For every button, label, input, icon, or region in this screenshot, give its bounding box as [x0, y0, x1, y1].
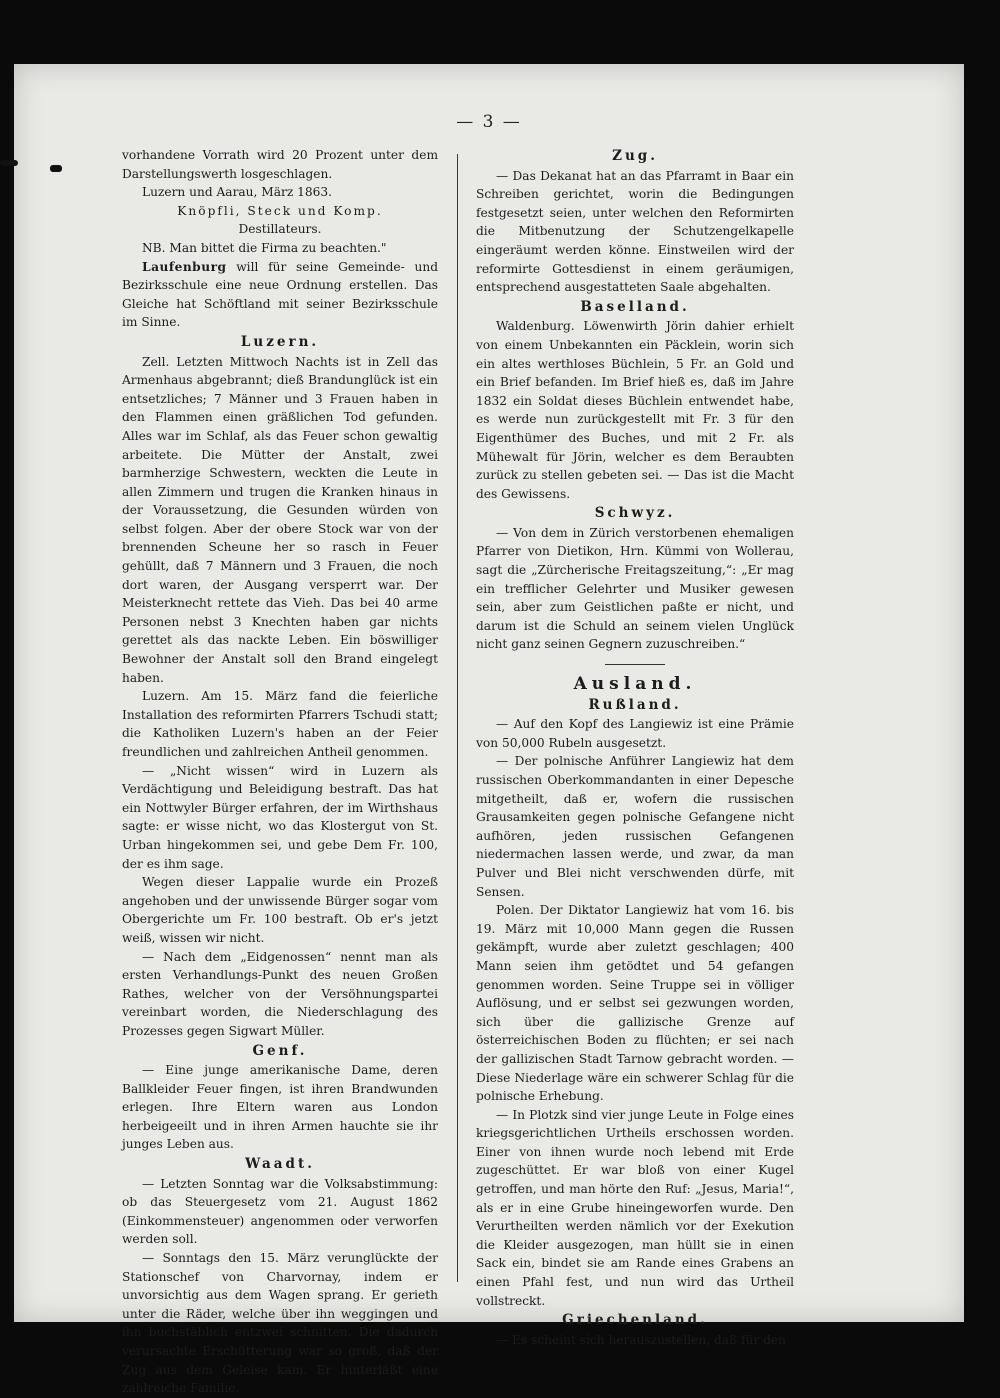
article-polen: Polen. Der Diktator Langiewiz hat vom 16. bis 19. März mit 10,000 Mann gegen die Russen gekämpft, wurde aber zuletzt geschlagen; 400 Mann seien ihm getödtet und 54 gefangen genommen worden. Seine Truppe sei in völliger Auflösung, und er selbst sei gezwungen worden, sich über die gallizische Grenze auf österreichischen Boden zu flüchten; er sei nach der gallizischen Stadt Tarnow gebracht worden. — Diese Niederlage wäre ein schwerer Schlag für die polnische Erhebung. — [476, 903, 794, 1104]
newspaper-page — [14, 64, 964, 1396]
right-column — [476, 146, 794, 1349]
article-waadt-abstimmung: — Letzten Sonntag war die Volksabstimmung: ob das Steuergesetz vom 21. August 1862 (Einkommensteuer) angenommen oder verworfen werden soll. — [122, 1176, 438, 1247]
advert-dateline: Luzern und Aarau, März 1863. — [142, 185, 333, 200]
column-divider — [457, 154, 458, 1282]
section-heading-griechenland: Griechenland. — [562, 1312, 708, 1329]
article-zug: — Das Dekanat hat an das Pfarramt in Baar ein Schreiben gerichtet, worin die Bedingungen festgesetzt seien, unter welchen den Reformirten die Mitbenutzung der Schutzengelkapelle eingeräumt werden könne. Einstweilen wird der reformirte Gottesdienst in einem geräumigen, entsprechend ausgestatteten Saale abgehalten. — [476, 168, 794, 295]
article-russland-praemie: — Auf den Kopf des Langiewiz ist eine Prämie von 50,000 Rubeln ausgesetzt. — [476, 717, 794, 750]
article-zell: Zell. Letzten Mittwoch Nachts ist in Zell das Armenhaus abgebrannt; dieß Brandunglück ist ein entsetzliches; 7 Männer und 3 Frauen haben in den Flammen einen gräßlichen Tod gefunden. Alles war im Schlaf, als das Feuer schon gewaltig arbeitete. Die Mütter der Anstalt, zwei barmherzige Schwestern, weckten die Leute in allen Zimmern und trugen die Kranken hinaus in der Voraussetzung, die Gesunden würden von selbst folgen. Aber der obere Stock war von der brennenden Scheune her so rasch in Feuer gehüllt, daß 7 Männern und 3 Frauen, die noch dort waren, der Ausgang versperrt war. Der Meisterknecht rettete das Vieh. Das bei 40 arme Personen nebst 3 Knechten haben gar nichts gerettet als das nackte Leben. Ein böswilliger Bewohner der Anstalt soll den Brand eingelegt haben. — [122, 354, 438, 685]
left-column — [122, 146, 438, 1398]
section-heading-russland: Rußland. — [588, 696, 682, 713]
page-number: — 3 — — [456, 112, 522, 132]
article-nicht-wissen: — „Nicht wissen“ wird in Luzern als Verdächtigung und Beleidigung bestraft. Das hat ein Nottwyler Bürger erfahren, der im Wirthshaus sagte: er wisse nicht, wo das Klostergut von St. Urban hingekommen sei, und gebe Dem Fr. 100, der es ihm sage. — [122, 763, 438, 871]
advert-text: vorhandene Vorrath wird 20 Prozent unter dem Darstellungswerth losgeschlagen. — [122, 148, 438, 181]
advert-signature: Knöpfli, Steck und Komp. — [177, 203, 383, 218]
section-heading-luzern: Luzern. — [240, 333, 320, 350]
article-genf: — Eine junge amerikanische Dame, deren Ballkleider Feuer fingen, ist ihren Brandwunden erlegen. Ihre Eltern waren aus London herbeigeeilt und in ihren Armen hauchte sie ihr junges Leben aus. — [122, 1063, 438, 1152]
article-lead-laufenburg: Laufenburg — [142, 259, 227, 274]
section-heading-schwyz: Schwyz. — [594, 505, 676, 522]
section-heading-baselland: Baselland. — [580, 298, 690, 315]
article-schwyz: — Von dem in Zürich verstorbenen ehemaligen Pfarrer von Dietikon, Hrn. Kümmi von Wollerau, sagt die „Zürcherische Freitagszeitung,“: „Er mag ein trefflicher Gelehrter und Musiker gewesen sein, aber zum Geistlichen paßte er nicht, und darum ist die Schuld an seinem vielen Unglück nicht ganz seinen Gegnern zuzuschreiben.“ — [476, 525, 794, 652]
section-heading-waadt: Waadt. — [245, 1156, 315, 1173]
article-eidgenossen: — Nach dem „Eidgenossen“ nennt man als ersten Verhandlungs-Punkt des neuen Großen Rathes, welcher von der Versöhnungspartei vereinbart worden, die Niederschlagung des Prozesses gegen Sigwart Müller. — [122, 949, 438, 1038]
section-heading-ausland: Ausland. — [573, 674, 697, 695]
section-rule — [605, 664, 665, 665]
article-plotzk: — In Plotzk sind vier junge Leute in Folge eines kriegsgerichtlichen Urtheils erschossen worden. Einer von ihnen wurde noch lebend mit Erde zugeschüttet. Er war bloß von einer Kugel getroffen, und man hörte den Ruf: „Jesus, Maria!“, als er in eine Grube hineingeworfen wurde. Den Verurtheilten werden nämlich vor der Exekution die Kleider ausgezogen, man hüllt sie in einen Sack ein, bindet sie am Rande eines Grabens an einen Pfahl fest, und nun wird das Urtheil vollstreckt. — [476, 1107, 794, 1308]
margin-mark — [50, 165, 62, 172]
article-lappalie: Wegen dieser Lappalie wurde ein Prozeß angehoben und der unwissende Bürger sogar vom Obergerichte um Fr. 100 bestraft. Ob er's jetzt weiß, wissen wir nicht. — [122, 875, 438, 945]
section-heading-zug: Zug. — [612, 148, 658, 164]
section-heading-genf: Genf. — [252, 1042, 308, 1059]
advert-nb: NB. Man bittet die Firma zu beachten." — [142, 240, 387, 255]
article-russland-depesche: — Der polnische Anführer Langiewiz hat dem russischen Oberkommandanten in einer Depesche mitgetheilt, daß er, wofern die russischen Grausamkeiten gegen polnische Gefangene nicht aufhören, jeden russischen Gefangenen niedermachen lassen werde, und zwar, da man Pulver und Blei nicht verschwenden dürfe, mit Sensen. — [476, 754, 794, 899]
article-waadt-unfall: — Sonntags den 15. März verunglückte der Stationschef von Charvornay, indem er unvorsichtig aus dem Wagen sprang. Er gerieth unter die Räder, welche über ihn weggingen und ihn buchstäblich entzwei schnitten. Die dadurch verursachte Erschütterung war so groß, daß der Zug aus dem Geleise kam. Er hinterläßt eine zahlreiche Familie. — [122, 1251, 438, 1396]
article-laufenburg — [122, 258, 438, 332]
advert-signature-role: Destillateurs. — [238, 222, 322, 237]
article-luzern-installation: Luzern. Am 15. März fand die feierliche Installation des reformirten Pfarrers Tschudi statt; die Katholiken Luzern's haben an der Feier freundlichen und zahlreichen Antheil genommen. — [122, 689, 438, 759]
article-griechenland: — Es scheint sich herauszustellen, daß für den — [496, 1332, 786, 1347]
article-body-laufenburg: will für seine Gemeinde- und Bezirksschule eine neue Ordnung erstellen. Das Gleiche hat Schöftland mit seiner Bezirksschule im Sinne. — [122, 259, 438, 330]
margin-mark — [0, 160, 18, 166]
article-waldenburg: Waldenburg. Löwenwirth Jörin dahier erhielt von einem Unbekannten ein Päcklein, worin sich ein altes werthloses Büchlein, 5 Fr. an Gold und ein Brief befanden. Im Brief hieß es, daß im Jahre 1832 ein Soldat dieses Büchlein entwendet habe, es werde nun zurückgestellt mit Fr. 3 für den Eigenthümer des Buches, und mit 2 Fr. als Mühewalt für Jörin, welcher es dem Beraubten zurück zu stellen gebeten sei. — Das ist die Macht des Gewissens. — [476, 319, 794, 501]
